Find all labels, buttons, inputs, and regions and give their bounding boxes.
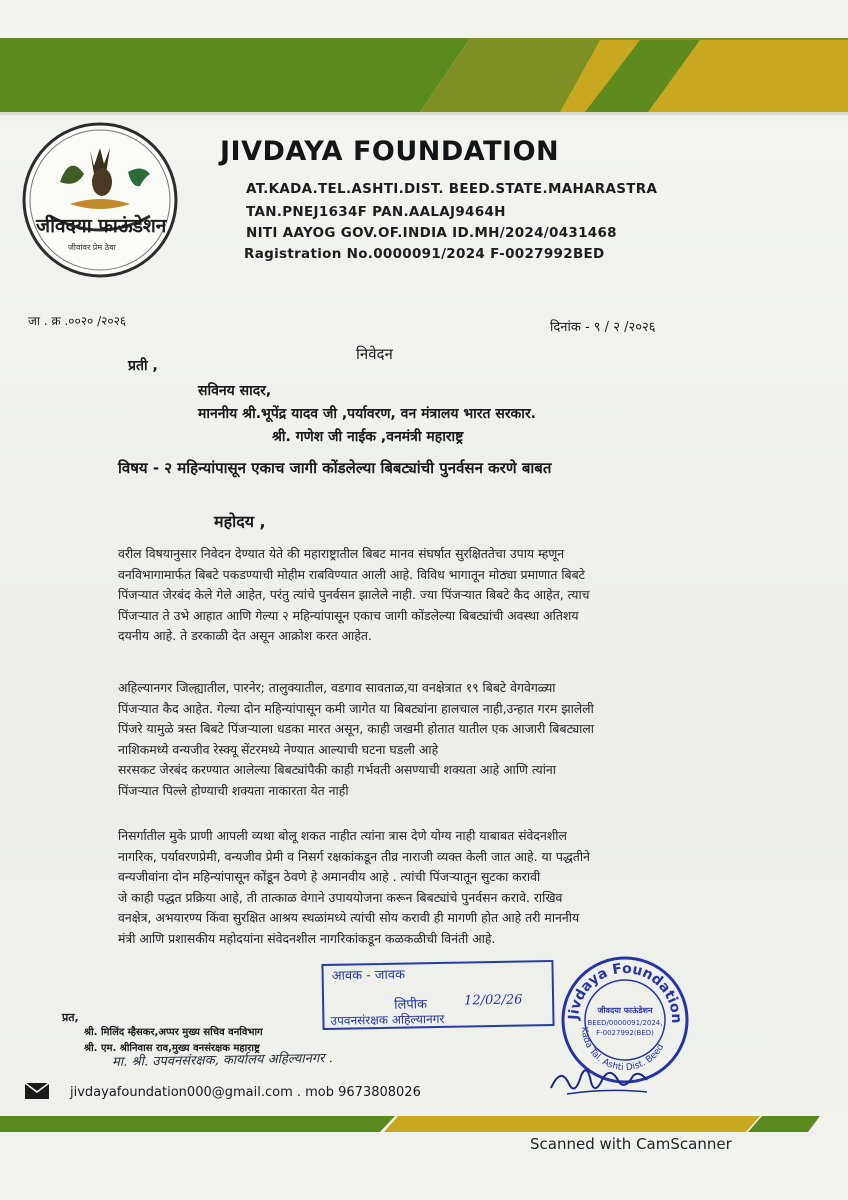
paragraph-1: [118, 544, 738, 647]
org-name: JIVDAYA FOUNDATION: [220, 136, 560, 167]
receipt-stamp-title: आवक - जावक: [331, 967, 406, 984]
letter-date: दिनांक - ९ / २ /२०२६: [550, 320, 656, 335]
receipt-stamp-clerk: लिपीक: [394, 997, 428, 1013]
paragraph-line: निसर्गातील मुके प्राणी आपली व्यथा बोलू शकत नाहीत त्यांना त्रास देणे योग्य नाही याबाबत संवेदनशील: [118, 828, 567, 843]
round-stamp-center-1: जीवदया फाऊंडेशन: [597, 1006, 653, 1015]
paragraph-line: पिंजऱ्यात ते उभे आहात आणि गेल्या २ महिन्यांपासून एकाच जागी कोंडलेल्या बिबट्यांची अवस्था अतिशय: [118, 607, 579, 623]
prati-label: प्रती ,: [128, 358, 158, 374]
paragraph-line: पिंजऱ्यात कैद आहेत. गेल्या दोन महिन्यांपासून कमी जागेत या बिबट्यांना हालचाल नाही,उन्हात गरम झालेली: [118, 700, 594, 716]
paragraph-line: दयनीय आहे. ते डरकाळी देत असून आक्रोश करत आहेत.: [118, 628, 372, 643]
paragraph-line: नागरिक, पर्यावरणप्रेमी, वन्यजीव प्रेमी व निसर्ग रक्षकांकडून तीव्र नाराजी व्यक्त केली जात आहे. या पद्धतीने: [118, 848, 590, 864]
logo-subtext: जीवांवर प्रेम ठेवा: [68, 243, 116, 252]
copy-to-line-1: श्री. मिलिंद म्हैसकर,अप्पर मुख्य सचिव वनविभाग: [84, 1027, 263, 1038]
paragraph-line: वरील विषयानुसार निवेदन देण्यात येते की महाराष्ट्रातील बिबट मानव संघर्षात सुरक्षिततेचा उपाय म्हणून: [118, 546, 565, 561]
scanner-watermark: Scanned with CamScanner: [530, 1135, 732, 1153]
paragraph-line: सरसकट जेरबंद करण्यात आलेल्या बिबट्यांपैकी काही गर्भवती असण्याची शक्यता आहे आणि त्यांना: [118, 762, 557, 777]
contact-email-line: jivdayafoundation000@gmail.com . mob 9673808026: [70, 1085, 421, 1100]
paragraph-line: वनविभागामार्फत बिबटे पकडण्याची मोहीम राबविण्यात आली आहे. विविध भागातून मोठ्या प्रमाणात बिबटे: [118, 566, 585, 582]
round-stamp-outer: Jivdaya Foundation: [565, 960, 685, 1024]
paragraph-line: पिंजऱ्यात जेरबंद केले गेले आहेत, परंतु त्यांचे पुनर्वसन झालेले नाही. ज्या पिंजऱ्यात बिबटे कैद आहेत, त्याच: [118, 587, 590, 602]
paragraph-line: अहिल्यानगर जिल्ह्यातील, पारनेर; तालुक्यातील, वडगाव सावताळ,या वनक्षेत्रात १९ बिबटे वेगवेगळ्या: [118, 680, 556, 695]
org-address: AT.KADA.TEL.ASHTI.DIST. BEED.STATE.MAHARASTRA: [246, 181, 658, 197]
reference-number: जा . क्र .००२० /२०२६: [28, 314, 127, 328]
org-tan-pan: TAN.PNEJ1634F PAN.AALAJ9464H: [246, 204, 506, 220]
copy-to-label: प्रत,: [62, 1011, 79, 1024]
org-registration: Ragistration No.0000091/2024 F-0027992BED: [244, 246, 605, 262]
round-stamp-bottom: Kada Tal. Ashti Dist. Beed: [578, 1026, 667, 1074]
handwritten-copy-line: मा. श्री. उपवनसंरक्षक, कार्यालय अहिल्यानगर .: [111, 1051, 333, 1070]
letter-heading: निवेदन: [356, 345, 393, 363]
paragraph-line: नाशिकमध्ये वन्यजीव रेस्क्यू सेंटरमध्ये नेण्यात आल्याची घटना घडली आहे: [118, 741, 439, 757]
header-decor-band: [0, 0, 848, 130]
org-niti-id: NITI AAYOG GOV.OF.INDIA ID.MH/2024/0431468: [246, 225, 617, 241]
mail-icon: [24, 1082, 50, 1100]
paragraph-line: पिंजरे यामुळे त्रस्त बिबटे पिंजऱ्याला धडका मारत असून, काही जखमी होतात यातील एक आजारी बिबट्याला: [118, 721, 594, 736]
foundation-logo: [20, 120, 180, 280]
receipt-stamp-date: 12/02/26: [463, 992, 523, 1009]
paragraph-line: वन्यजीवांना दोन महिन्यांपासून कोंडून ठेवणे हे अमानवीय आहे . त्यांची पिंजऱ्यातून सुटका करावी: [118, 869, 541, 884]
recipient-2: श्री. गणेश जी नाईक ,वनमंत्री महाराष्ट्र: [272, 429, 464, 445]
paragraph-line: पिंजऱ्यात पिल्ले होण्याची शक्यता नाकारता येत नाही: [118, 782, 349, 798]
receipt-stamp-office: उपवनसंरक्षक अहिल्यानगर: [330, 1011, 445, 1028]
receipt-stamp: [321, 960, 554, 1030]
recipient-1: माननीय श्री.भूपेंद्र यादव जी ,पर्यावरण, वन मंत्रालय भारत सरकार.: [198, 406, 536, 422]
copy-to-line-2: श्री. एम. श्रीनिवास राव,मुख्य वनसंरक्षक महाराष्ट्र: [84, 1043, 260, 1054]
paragraph-line: वनक्षेत्र, अभयारण्य किंवा सुरक्षित आश्रय स्थळांमध्ये त्यांची सोय करावी ही मागणी होत आहे तरी माननीय: [118, 910, 580, 925]
logo-text: जीवदया फाऊंडेशन: [36, 215, 167, 237]
letter-subject: विषय - २ महिन्यांपासून एकाच जागी कोंडलेल्या बिबट्यांची पुनर्वसन करणे बाबत: [118, 459, 552, 477]
mahoday-salutation: महोदय ,: [214, 512, 266, 531]
salutation-line: सविनय सादर,: [198, 383, 272, 399]
paragraph-line: जे काही पद्धत प्रक्रिया आहे, ती तात्काळ वेगाने उपाययोजना करून बिबट्यांचे पुनर्वसन करावे. राखिव: [118, 889, 563, 905]
round-stamp-center-3: F-0027992(BED): [596, 1029, 654, 1037]
paragraph-2: [118, 678, 738, 801]
signature: [547, 1060, 657, 1100]
paragraph-line: मंत्री आणि प्रशासकीय महोदयांना संवेदनशील नागरिकांकडून कळकळीची विनंती आहे.: [118, 930, 496, 946]
paragraph-3: [118, 826, 738, 949]
round-stamp-center-2: BEED/0000091/2024,: [587, 1019, 663, 1027]
